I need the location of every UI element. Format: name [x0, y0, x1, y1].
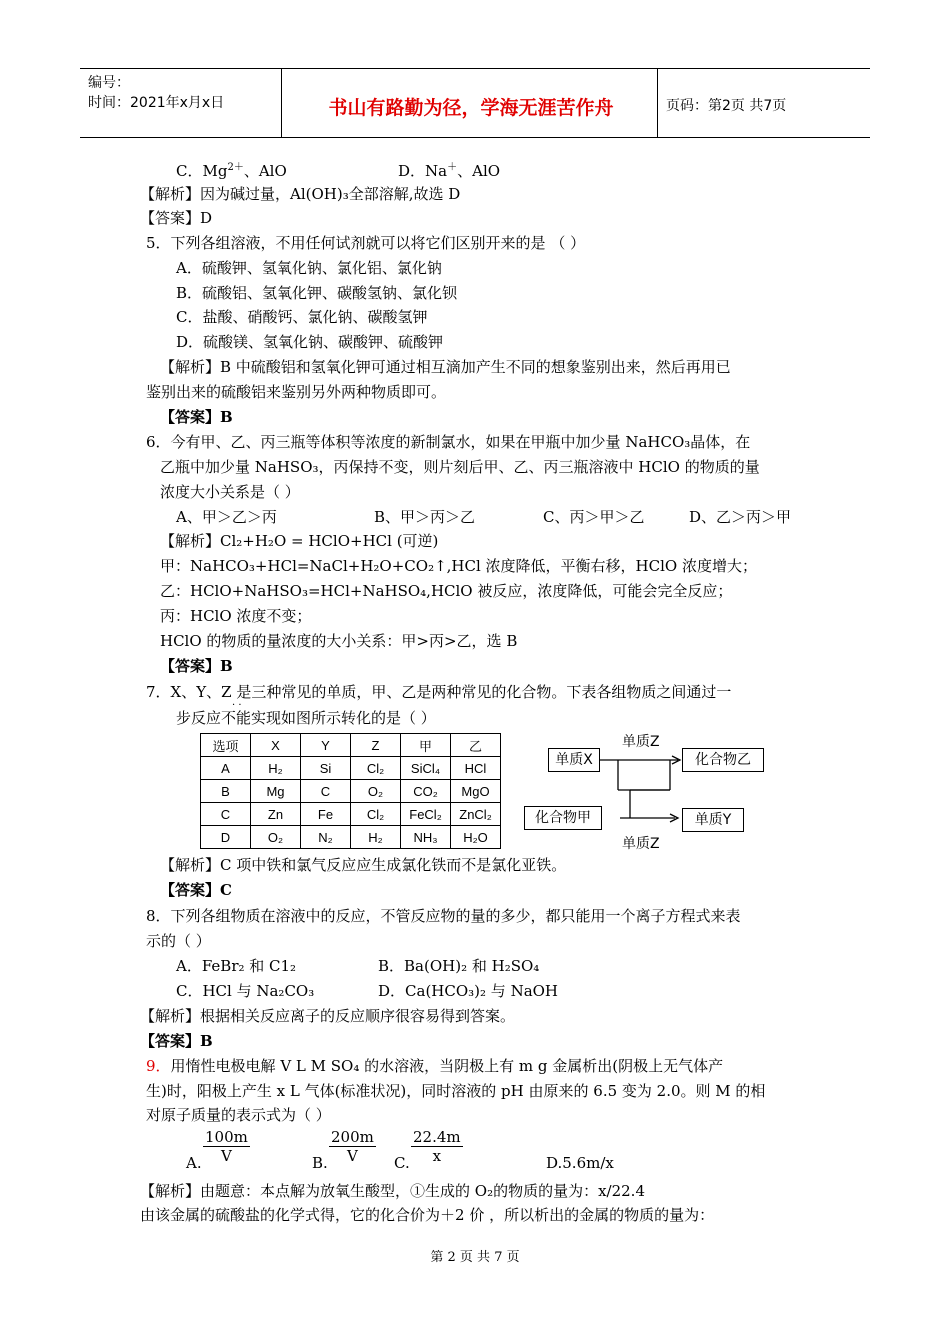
q8-option-c: C．HCl 与 Na₂CO₃ [176, 982, 315, 1000]
table-cell: Cl₂ [351, 803, 401, 826]
table-cell: B [201, 780, 251, 803]
q6-option-d: D、乙＞丙＞甲 [689, 508, 792, 526]
q9-option-c-fraction: $\frac{22.4m}{x}$ [413, 1128, 461, 1165]
options-table [200, 733, 501, 849]
q6-analysis: 【解析】Cl₂+H₂O = HClO+HCl (可逆) [160, 532, 439, 550]
question-5: 5．下列各组溶液，不用任何试剂就可以将它们区别开来的是 （ ） [146, 234, 586, 252]
q6-analysis-conclusion: HClO 的物质的量浓度的大小关系：甲>丙>乙，选 B [160, 632, 518, 650]
q6-option-c: C、丙＞甲＞乙 [543, 508, 645, 526]
table-header-cell: 乙 [451, 734, 501, 757]
table-row [201, 780, 501, 803]
table-cell: FeCl₂ [401, 803, 451, 826]
header-motto: 书山有路勤为径，学海无涯苦作舟 [328, 97, 614, 119]
question-6: 6．今有甲、乙、丙三瓶等体积等浓度的新制氯水，如果在甲瓶中加少量 NaHCO₃晶体，在 [146, 433, 751, 451]
table-cell: C [201, 803, 251, 826]
q9-option-b-fraction: $\frac{200m}{V}$ [331, 1128, 374, 1165]
q9-option-c-label: C. [394, 1154, 410, 1172]
table-cell: Zn [251, 803, 301, 826]
box-element-x: 单质X [548, 748, 600, 772]
table-header-cell: X [251, 734, 301, 757]
q9-option-a-fraction: $\frac{100m}{V}$ [205, 1128, 248, 1165]
q5-analysis: 【解析】B 中硫酸铝和氢氧化钾可通过相互滴加产生不同的想象鉴别出来，然后再用已 [160, 358, 731, 376]
table-header-cell: 甲 [401, 734, 451, 757]
q6-analysis-bing: 丙：HClO 浓度不变； [160, 607, 312, 625]
q5-option-b: B．硫酸铝、氢氧化钾、碳酸氢钠、氯化钡 [176, 284, 458, 302]
q5-analysis-cont: 鉴别出来的硫酸铝来鉴别另外两种物质即可。 [146, 383, 447, 401]
q8-analysis: 【解析】根据相关反应离子的反应顺序很容易得到答案。 [140, 1007, 516, 1025]
table-cell: MgO [451, 780, 501, 803]
table-header-row [201, 734, 501, 757]
table-row [201, 757, 501, 780]
q9-analysis-cont: 由该金属的硫酸盐的化学式得，它的化合价为＋2 价 ，所以析出的金属的物质的量为： [140, 1206, 715, 1224]
q6-option-a: A、甲＞乙＞丙 [176, 508, 277, 526]
q9-analysis: 【解析】由题意：本点解为放氧生酸型，①生成的 O₂的物质的量为：x/22.4 [140, 1182, 645, 1200]
table-cell: C [301, 780, 351, 803]
box-element-y: 单质Y [682, 808, 744, 832]
question-8: 8．下列各组物质在溶液中的反应，不管反应物的量的多少，都只能用一个离子方程式来表 [146, 907, 741, 925]
q9-option-a-label: A. [186, 1154, 202, 1172]
q8-option-a: A．FeBr₂ 和 C1₂ [176, 957, 297, 975]
q5-answer: 【答案】B [160, 408, 233, 426]
table-cell: H₂ [251, 757, 301, 780]
table-cell: D [201, 826, 251, 849]
question-6-cont: 浓度大小关系是（ ） [160, 483, 300, 501]
question-9-number: 9． [146, 1057, 171, 1075]
answer: 【答案】D [140, 209, 213, 227]
code-label: 编号： [88, 75, 130, 91]
q6-option-b: B、甲＞丙＞乙 [374, 508, 476, 526]
table-cell: O₂ [251, 826, 301, 849]
table-row [201, 826, 501, 849]
analysis: 【解析】因为碱过量，Al(OH)₃全部溶解,故选 D [140, 185, 461, 203]
emphasis-dots: · · [232, 700, 242, 711]
q8-option-b: B．Ba(OH)₂ 和 H₂SO₄ [378, 957, 540, 975]
question-9-cont: 对原子质量的表示式为（ ） [146, 1106, 331, 1124]
table-cell: Si [301, 757, 351, 780]
question-6-cont: 乙瓶中加少量 NaHSO₃，丙保持不变，则片刻后甲、乙、丙三瓶溶液中 HClO 的物质的量 [160, 458, 760, 476]
table-cell: CO₂ [401, 780, 451, 803]
q7-answer: 【答案】C [160, 881, 232, 899]
time-label: 时间：2021年x月x日 [88, 95, 225, 111]
q6-analysis-yi: 乙：HClO+NaHSO₃=HCl+NaHSO₄,HClO 被反应，浓度降低，可能会完全反应； [160, 582, 733, 600]
page-header [80, 68, 870, 138]
table-cell: A [201, 757, 251, 780]
q9-option-b-label: B. [312, 1154, 328, 1172]
table-cell: Mg [251, 780, 301, 803]
q5-option-d: D．硫酸镁、氢氧化钠、碳酸钾、硫酸钾 [176, 333, 444, 351]
table-cell: N₂ [301, 826, 351, 849]
table-cell: H₂O [451, 826, 501, 849]
q6-answer: 【答案】B [160, 657, 233, 675]
page-footer: 第 2 页 共 7 页 [430, 1250, 520, 1265]
table-cell: Fe [301, 803, 351, 826]
question-9: 9．用惰性电极电解 V L M SO₄ 的水溶液，当阴极上有 m g 金属析出(阴极上无气体产 [146, 1057, 724, 1075]
bottom-label: 单质Z [622, 836, 660, 852]
option-d: D．Na＋、AlO [398, 162, 501, 180]
header-divider [657, 69, 658, 137]
table-row [201, 803, 501, 826]
table-header-cell: Y [301, 734, 351, 757]
table-cell: Cl₂ [351, 757, 401, 780]
option-c: C．$Mg^{2+}$、AlO [176, 162, 287, 180]
question-9-cont: 生)时，阳极上产生 x L 气体(标准状况)，同时溶液的 pH 由原来的 6.5 变为 2.0。则 M 的相 [146, 1082, 766, 1100]
q9-option-d: D.5.6m/x [546, 1154, 614, 1172]
table-header-cell: Z [351, 734, 401, 757]
q5-option-c: C．盐酸、硝酸钙、氯化钠、碳酸氢钾 [176, 308, 428, 326]
table-cell: O₂ [351, 780, 401, 803]
table-cell: SiCl₄ [401, 757, 451, 780]
question-7: 7．X、Y、Z 是三种常见的单质，甲、乙是两种常见的化合物。下表各组物质之间通过一 [146, 683, 732, 701]
top-label: 单质Z [622, 734, 660, 750]
table-cell: NH₃ [401, 826, 451, 849]
table-cell: ZnCl₂ [451, 803, 501, 826]
header-page-info: 页码：第2页 共7页 [666, 98, 787, 114]
header-meta [88, 73, 224, 113]
question-7-cont: 步反应不能实现如图所示转化的是（ ） [176, 709, 436, 727]
q5-option-a: A．硫酸钾、氢氧化钠、氯化铝、氯化钠 [176, 259, 442, 277]
box-compound-jia: 化合物甲 [524, 806, 602, 830]
box-compound-yi: 化合物乙 [682, 748, 764, 772]
table-cell: H₂ [351, 826, 401, 849]
q8-option-d: D．Ca(HCO₃)₂ 与 NaOH [378, 982, 559, 1000]
q7-analysis: 【解析】C 项中铁和氯气反应应生成氯化铁而不是氯化亚铁。 [160, 856, 567, 874]
question-8-cont: 示的（ ） [146, 932, 211, 950]
q8-answer: 【答案】B [140, 1032, 213, 1050]
table-header-cell: 选项 [201, 734, 251, 757]
table-cell: HCl [451, 757, 501, 780]
q6-analysis-jia: 甲：NaHCO₃+HCl=NaCl+H₂O+CO₂↑,HCl 浓度降低，平衡右移，HClO 浓度增大； [160, 557, 757, 575]
